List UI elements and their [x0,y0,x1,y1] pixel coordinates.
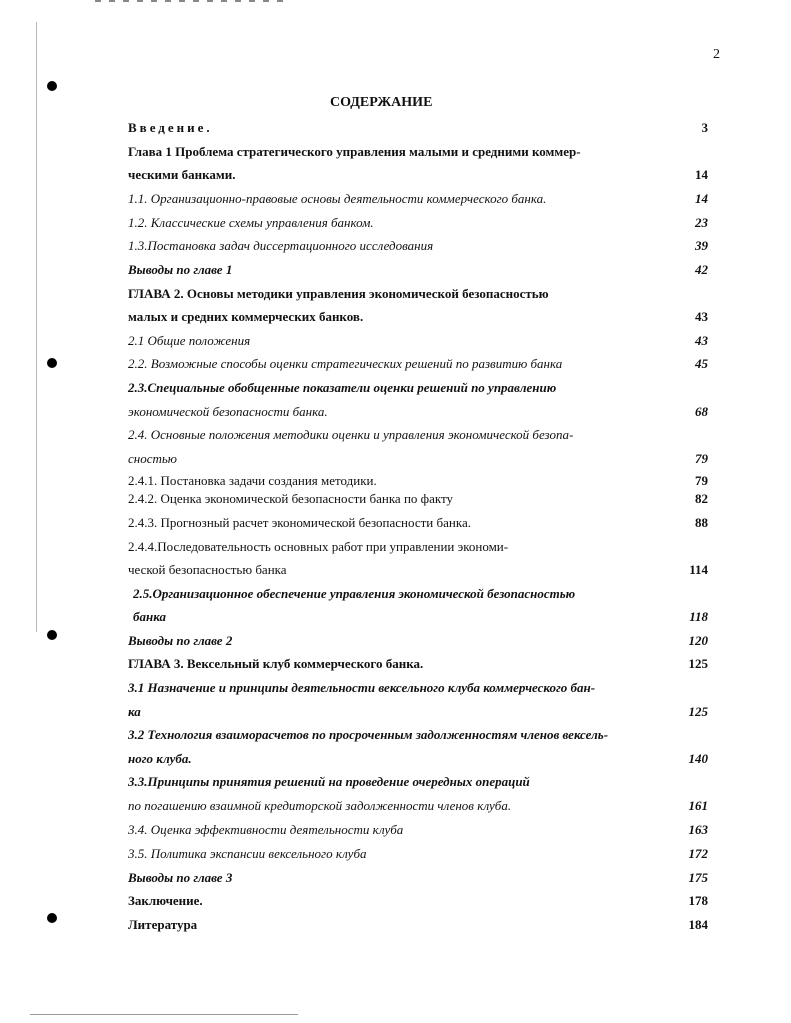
toc-row-text: ческой безопасностью банка [128,562,287,577]
toc-row-text: Введение. [128,120,213,135]
punch-hole-dot [47,630,57,640]
toc-page-number: 79 [695,451,708,466]
toc-row [128,892,708,912]
toc-row-text: 2.4.1. Постановка задачи создания методики. [128,473,377,488]
toc-row [128,916,708,936]
toc-row [133,585,708,605]
toc-row [128,679,708,699]
punch-hole-dot [47,913,57,923]
punch-hole-dot [47,81,57,91]
toc-page-number: 43 [695,333,708,348]
toc-row [128,214,708,234]
toc-row [128,490,708,510]
toc-row-text: 2.1 Общие положения [128,333,251,348]
toc-page-number: 118 [689,609,708,624]
toc-row [133,608,708,628]
toc-row-text: 2.3.Специальные обобщенные показатели оценки решений по управлению [128,380,557,395]
toc-row-text: Заключение. [128,893,203,908]
toc-row [128,869,708,889]
toc-row-text: ческими банками. [128,167,236,182]
toc-page-number: 79 [695,473,708,488]
toc-row [128,472,708,492]
toc-page-number: 161 [688,798,708,813]
toc-row-text: ка [128,704,141,719]
toc-page-number: 125 [688,704,708,719]
toc-page-number: 163 [688,822,708,837]
toc-row [128,773,708,793]
toc-row [128,119,708,139]
toc-row [128,308,708,328]
scan-artifact-bottom [30,1014,298,1015]
toc-page-number: 172 [688,846,708,861]
toc-row [128,355,708,375]
toc-row [128,726,708,746]
toc-row-text: 2.4.4.Последовательность основных работ при управлении экономи- [128,539,509,554]
toc-row-text: 2.5.Организационное обеспечение управления экономической безопасностью [133,586,576,601]
toc-page-number: 175 [688,870,708,885]
toc-row-text: ного клуба. [128,751,192,766]
toc-page-number: 43 [695,309,708,324]
toc-page-number: 140 [688,751,708,766]
toc-row-text: 3.1 Назначение и принципы деятельности вексельного клуба коммерческого бан- [128,680,596,695]
page-title: СОДЕРЖАНИЕ [330,95,433,110]
toc-page-number: 45 [695,356,708,371]
toc-page-number: 114 [689,562,708,577]
toc-page-number: 68 [695,404,708,419]
toc-row-text: ГЛАВА 2. Основы методики управления экономической безопасностью [128,286,549,301]
toc-page-number: 82 [695,491,708,506]
toc-row [128,703,708,723]
toc-row [128,821,708,841]
toc-row-text: сностью [128,451,177,466]
toc-row-text: экономической безопасности банка. [128,404,328,419]
toc-row [128,797,708,817]
toc-row [128,403,708,423]
toc-row-text: 3.5. Политика экспансии вексельного клуба [128,846,367,861]
toc-row [128,426,708,446]
scan-artifact-top [95,0,290,2]
punch-hole-dot [47,358,57,368]
toc-row-text: по погашению взаимной кредиторской задолженности членов клуба. [128,798,512,813]
toc-row-text: ГЛАВА 3. Вексельный клуб коммерческого банка. [128,656,424,671]
toc-row-text: 1.1. Организационно-правовые основы деятельности коммерческого банка. [128,191,547,206]
toc-page-number: 39 [695,238,708,253]
toc-page-number: 184 [688,917,708,932]
toc-row-text: 1.2. Классические схемы управления банком. [128,215,374,230]
toc-row-text: Глава 1 Проблема стратегического управления малыми и средними коммер- [128,144,581,159]
toc-page-number: 178 [688,893,708,908]
toc-row-text: малых и средних коммерческих банков. [128,309,364,324]
toc-row [128,450,708,470]
toc-row [128,166,708,186]
toc-row-text: 1.3.Постановка задач диссертационного исследования [128,238,434,253]
toc-row [128,655,708,675]
page-number: 2 [713,47,720,62]
toc-row [128,750,708,770]
toc-row [128,237,708,257]
toc-row-text: 2.4.3. Прогнозный расчет экономической безопасности банка. [128,515,471,530]
toc-row [128,143,708,163]
toc-row-text: 2.4. Основные положения методики оценки и управления экономической безопа- [128,427,574,442]
toc-page-number: 125 [688,656,708,671]
toc-row-text: Выводы по главе 1 [128,262,233,277]
toc-page-number: 23 [695,215,708,230]
toc-row [128,538,708,558]
toc-page-number: 14 [695,167,708,182]
toc-row [128,561,708,581]
toc-page-number: 42 [695,262,708,277]
scan-margin-line [36,22,37,632]
toc-row-text: 2.2. Возможные способы оценки стратегических решений по развитию банка [128,356,563,371]
toc-row-text: 3.3.Принципы принятия решений на проведение очередных операций [128,774,530,789]
toc-row [128,845,708,865]
toc-row [128,632,708,652]
toc-page-number: 88 [695,515,708,530]
toc-row [128,379,708,399]
toc-row-text: 3.2 Технология взаиморасчетов по просроченным задолженностям членов вексель- [128,727,609,742]
toc-row [128,261,708,281]
toc-row-text: банка [133,609,166,624]
toc-page-number: 120 [688,633,708,648]
toc-row-text: Выводы по главе 2 [128,633,233,648]
toc-row-text: 3.4. Оценка эффективности деятельности клуба [128,822,404,837]
toc-page-number: 3 [701,120,708,135]
toc-row-text: Выводы по главе 3 [128,870,233,885]
toc-row-text: Литература [128,917,198,932]
toc-row [128,285,708,305]
toc-row [128,514,708,534]
toc-row [128,332,708,352]
toc-row [128,190,708,210]
toc-page-number: 14 [695,191,708,206]
toc-row-text: 2.4.2. Оценка экономической безопасности банка по факту [128,491,454,506]
